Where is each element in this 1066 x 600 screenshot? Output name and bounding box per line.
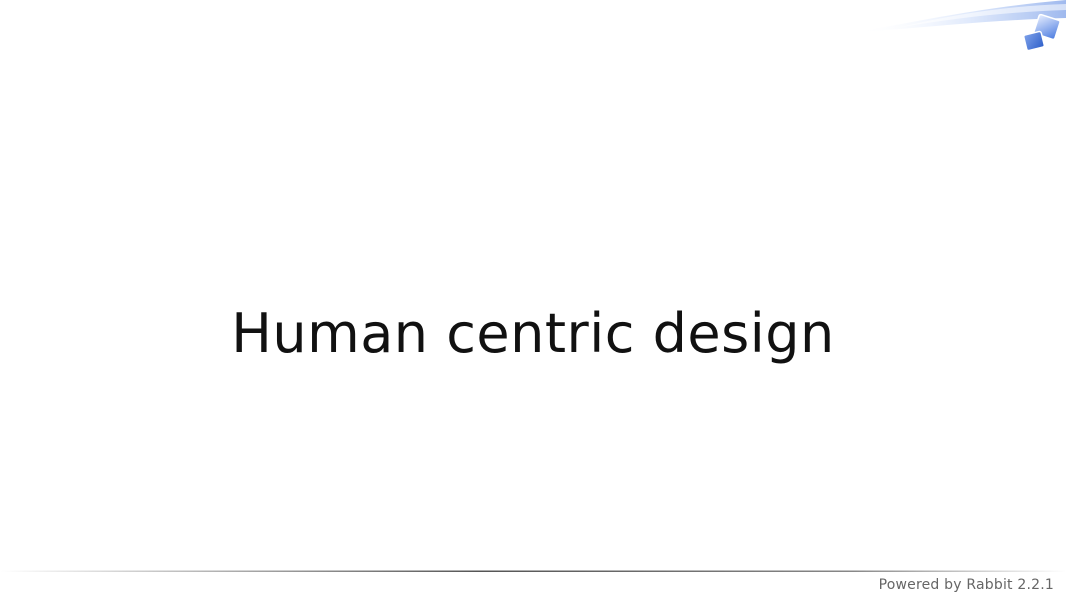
slide-title: Human centric design — [231, 302, 835, 365]
corner-swoosh-decoration — [836, 0, 1066, 70]
footer-credit: Powered by Rabbit 2.2.1 — [878, 577, 1054, 593]
tilted-squares-icon — [1023, 14, 1060, 51]
footer-divider — [0, 570, 1066, 573]
